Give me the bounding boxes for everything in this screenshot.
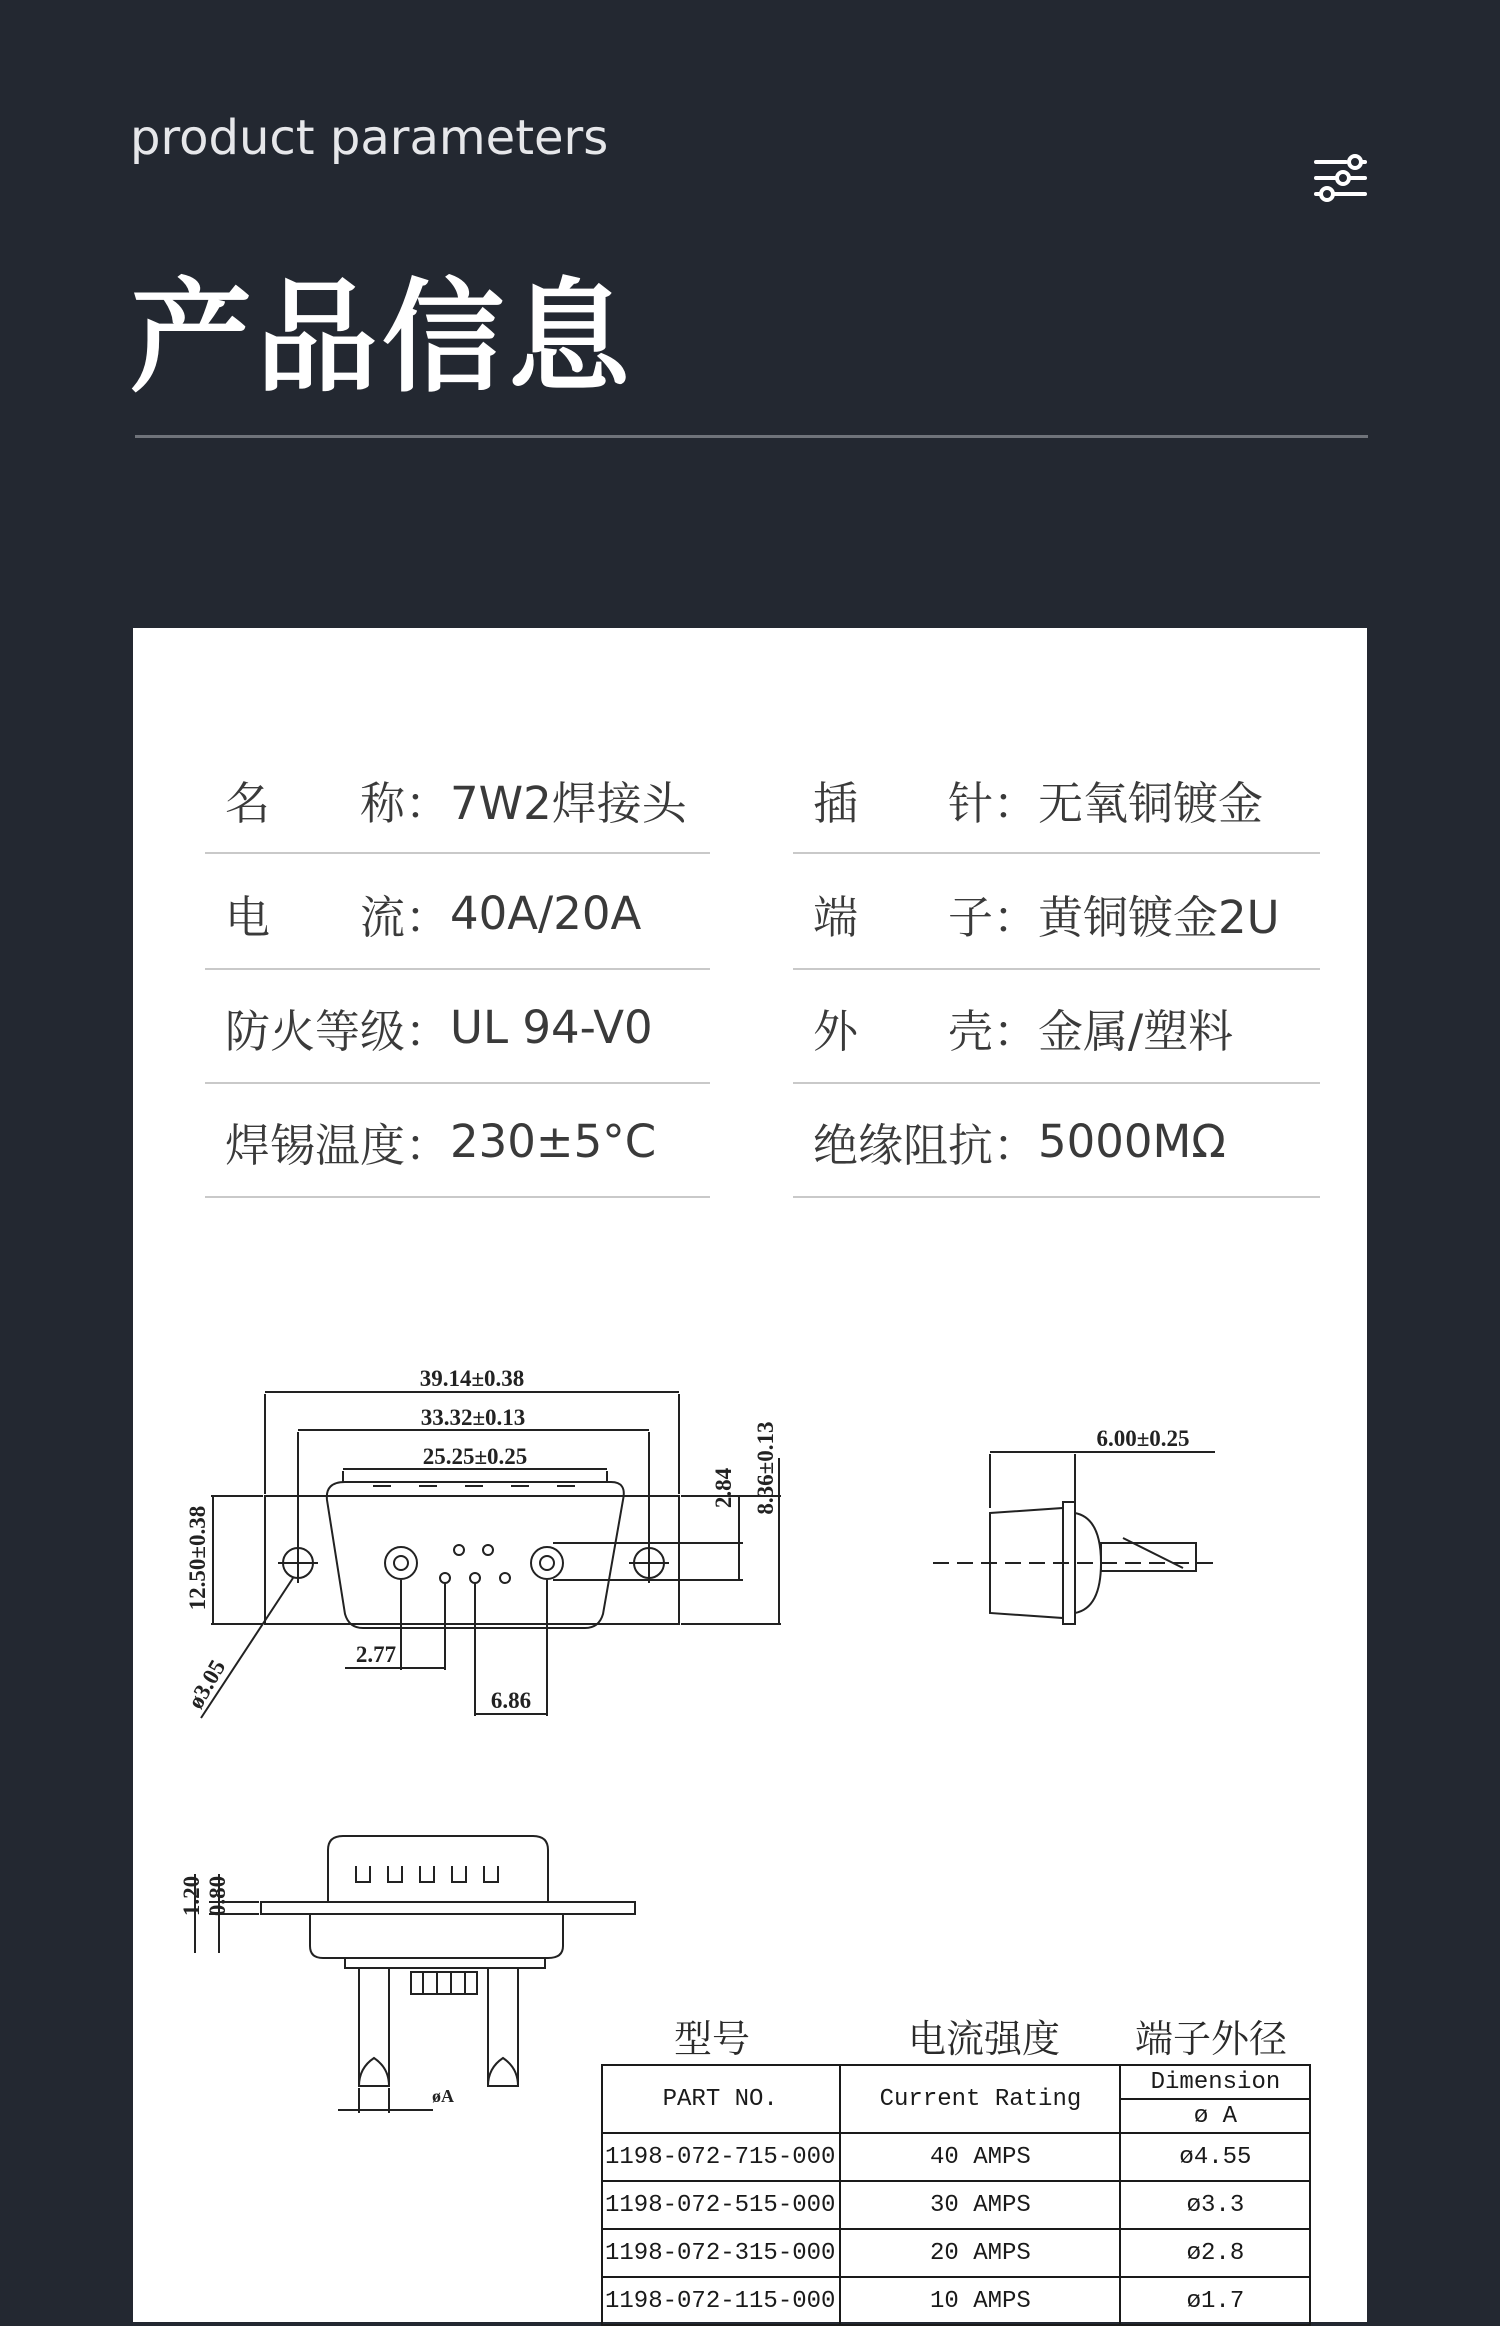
spec-label: 防火等级： xyxy=(225,1004,451,1058)
spec-value: 黄铜镀金2U xyxy=(1038,890,1280,944)
lower-view-flange xyxy=(261,1902,635,1914)
cell-part: 1198-072-715-000 xyxy=(602,2133,840,2181)
heading-terminal-dia: 端子外径 xyxy=(1135,2017,1288,2061)
spec-label: 电 流： xyxy=(225,890,451,944)
table-row xyxy=(602,2133,1310,2181)
dim-shell-height: 8.36±0.13 xyxy=(753,1421,778,1515)
spec-value: 7W2焊接头 xyxy=(450,776,687,830)
cell-dim: ø2.8 xyxy=(1120,2229,1310,2277)
product-card xyxy=(133,628,1367,2322)
col-header-dim: Dimension xyxy=(1120,2065,1310,2099)
col-header-current: Current Rating xyxy=(840,2065,1120,2133)
spec-value: UL 94-V0 xyxy=(450,1000,653,1054)
spec-label: 焊锡温度： xyxy=(225,1118,451,1172)
parts-table xyxy=(601,2064,1311,2326)
coax-contact-2 xyxy=(531,1547,563,1579)
spec-value: 无氧铜镀金 xyxy=(1038,776,1264,830)
spec-row xyxy=(205,972,710,1084)
heading-model: 型号 xyxy=(674,2017,751,2061)
spec-label: 插 针： xyxy=(813,776,1039,830)
spec-row xyxy=(793,972,1320,1084)
dim-pitch-small: 2.77 xyxy=(355,1642,397,1667)
spec-value: 5000MΩ xyxy=(1038,1114,1226,1168)
cell-current: 20 AMPS xyxy=(840,2229,1120,2277)
dim-inner-width: 25.25±0.25 xyxy=(422,1444,528,1469)
cell-part: 1198-072-515-000 xyxy=(602,2181,840,2229)
spec-row xyxy=(793,746,1320,854)
cell-current: 30 AMPS xyxy=(840,2181,1120,2229)
spec-value: 金属/塑料 xyxy=(1038,1004,1234,1058)
spec-row xyxy=(205,1086,710,1198)
spec-row xyxy=(793,858,1320,970)
dim-overall-width: 39.14±0.38 xyxy=(419,1366,525,1391)
spec-value: 40A/20A xyxy=(450,886,642,940)
dim-flange-1: 1.20 xyxy=(179,1875,204,1917)
spec-row xyxy=(793,1086,1320,1198)
table-header-row xyxy=(602,2065,1310,2099)
dim-pin-dia: øA xyxy=(432,2086,454,2106)
cell-current: 10 AMPS xyxy=(840,2277,1120,2325)
spec-label: 端 子： xyxy=(813,890,1039,944)
dim-offset: 2.84 xyxy=(711,1467,736,1509)
cell-dim: ø3.3 xyxy=(1120,2181,1310,2229)
cell-dim: ø1.7 xyxy=(1120,2277,1310,2325)
spec-row xyxy=(205,858,710,970)
cell-dim: ø4.55 xyxy=(1120,2133,1310,2181)
dim-shell-width: 33.32±0.13 xyxy=(420,1405,526,1430)
dim-height: 12.50±0.38 xyxy=(185,1505,210,1611)
dim-hole: ø3.05 xyxy=(182,1655,231,1713)
cell-current: 40 AMPS xyxy=(840,2133,1120,2181)
spec-label: 名 称： xyxy=(225,776,451,830)
spec-value: 230±5°C xyxy=(450,1114,657,1168)
coax-contact-1 xyxy=(385,1547,417,1579)
spec-row xyxy=(205,746,710,854)
dim-pitch-large: 6.86 xyxy=(490,1688,532,1713)
spec-label: 外 壳： xyxy=(813,1004,1039,1058)
dim-side-depth: 6.00±0.25 xyxy=(1096,1426,1190,1451)
lower-view-shell xyxy=(328,1836,548,1902)
heading-current: 电流强度 xyxy=(908,2017,1061,2061)
header-divider xyxy=(135,435,1368,438)
col-header-dim-sub: ø A xyxy=(1120,2099,1310,2133)
page-title: 产品信息 xyxy=(130,267,634,409)
settings-sliders-icon[interactable] xyxy=(1312,152,1368,204)
col-header-part: PART NO. xyxy=(602,2065,840,2133)
subtitle-en: product parameters xyxy=(130,110,609,166)
spec-label: 绝缘阻抗： xyxy=(813,1118,1039,1172)
side-view-shell xyxy=(990,1508,1063,1618)
table-row xyxy=(602,2181,1310,2229)
cell-part: 1198-072-115-000 xyxy=(602,2277,840,2325)
cell-part: 1198-072-315-000 xyxy=(602,2229,840,2277)
table-row xyxy=(602,2277,1310,2325)
flange-outline xyxy=(265,1496,679,1624)
table-row xyxy=(602,2229,1310,2277)
dim-flange-2: 0.80 xyxy=(205,1875,230,1917)
